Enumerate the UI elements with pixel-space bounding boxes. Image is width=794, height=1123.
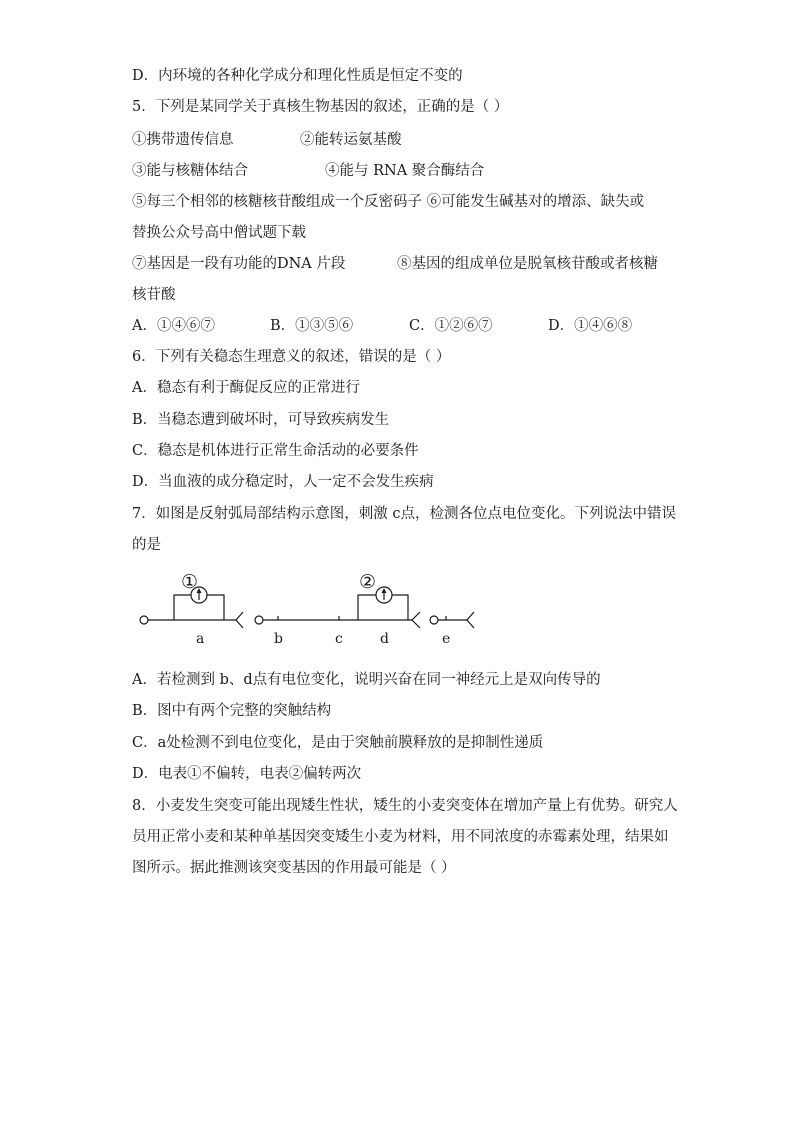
meter-2-label: ②: [359, 571, 377, 593]
point-b-label: b: [274, 631, 283, 647]
q7-option-c: C．a处检测不到电位变化，是由于突触前膜释放的是抑制性递质: [132, 735, 544, 751]
q6-stem: 6．下列有关稳态生理意义的叙述，错误的是（ ）: [132, 349, 451, 365]
q5-item-3: ③能与核糖体结合: [132, 163, 248, 179]
point-c-label: c: [335, 631, 343, 647]
meter-1-label: ①: [181, 571, 199, 593]
q7-option-a: A．若检测到 b、d点有电位变化，说明兴奋在同一神经元上是双向传导的: [132, 672, 601, 688]
q7-stem-cont: 的是: [132, 537, 161, 553]
q5-item-8: ⑧基因的组成单位是脱氧核苷酸或者核糖: [397, 256, 658, 272]
q7-option-d: D．电表①不偏转，电表②偏转两次: [132, 766, 362, 782]
q5-item-8-cont: 核苷酸: [132, 287, 176, 303]
q4-option-d: D．内环境的各种化学成分和理化性质是恒定不变的: [132, 68, 463, 84]
q5-option-a: A．①④⑥⑦: [132, 318, 215, 334]
synapse-2-terminal: [412, 612, 420, 628]
q7-option-b: B．图中有两个完整的突触结构: [132, 703, 332, 719]
q5-item-7: ⑦基因是一段有功能的DNA 片段: [132, 256, 346, 272]
q5-item-6-cont: 替换公众号高中僧试题下载: [132, 225, 306, 241]
q8-stem: 8．小麦发生突变可能出现矮生性状，矮生的小麦突变体在增加产量上有优势。研究人: [132, 798, 678, 814]
q8-stem-cont-2: 图所示。据此推测该突变基因的作用最可能是（ ）: [132, 860, 456, 876]
reflex-arc-diagram: [132, 566, 492, 650]
q5-option-d: D．①④⑥⑧: [548, 318, 633, 334]
point-a-label: a: [196, 631, 205, 647]
q5-option-b: B．①③⑤⑥: [270, 318, 354, 334]
q5-item-5-6: ⑤每三个相邻的核糖核苷酸组成一个反密码子 ⑥可能发生碱基对的增添、缺失或: [132, 194, 645, 210]
neuron-2-body: [255, 616, 263, 624]
q5-option-c: C．①②⑥⑦: [409, 318, 493, 334]
q6-option-b: B．当稳态遭到破坏时，可导致疾病发生: [132, 412, 390, 428]
q6-option-d: D．当血液的成分稳定时，人一定不会发生疾病: [132, 474, 434, 490]
neuron-3-body: [430, 616, 438, 624]
q8-stem-cont-1: 员用正常小麦和某种单基因突变矮生小麦为材料，用不同浓度的赤霉素处理，结果如: [132, 829, 669, 845]
q6-option-c: C．稳态是机体进行正常生命活动的必要条件: [132, 443, 419, 459]
q5-options: [132, 316, 652, 336]
q5-stem: 5．下列是某同学关于真核生物基因的叙述，正确的是（ ）: [132, 99, 509, 115]
q5-item-4: ④能与 RNA 聚合酶结合: [325, 163, 485, 179]
point-d-label: d: [380, 631, 389, 647]
synapse-3-terminal: [467, 612, 474, 628]
point-e-label: e: [442, 631, 451, 647]
q5-item-2: ②能转运氨基酸: [300, 132, 402, 148]
q6-option-a: A．稳态有利于酶促反应的正常进行: [132, 380, 360, 396]
synapse-1-terminal: [236, 612, 243, 628]
neuron-1-body: [140, 616, 148, 624]
q5-item-1: ①携带遗传信息: [132, 132, 234, 148]
q7-stem: 7．如图是反射弧局部结构示意图，刺激 c点，检测各位点电位变化。下列说法中错误: [132, 506, 676, 522]
